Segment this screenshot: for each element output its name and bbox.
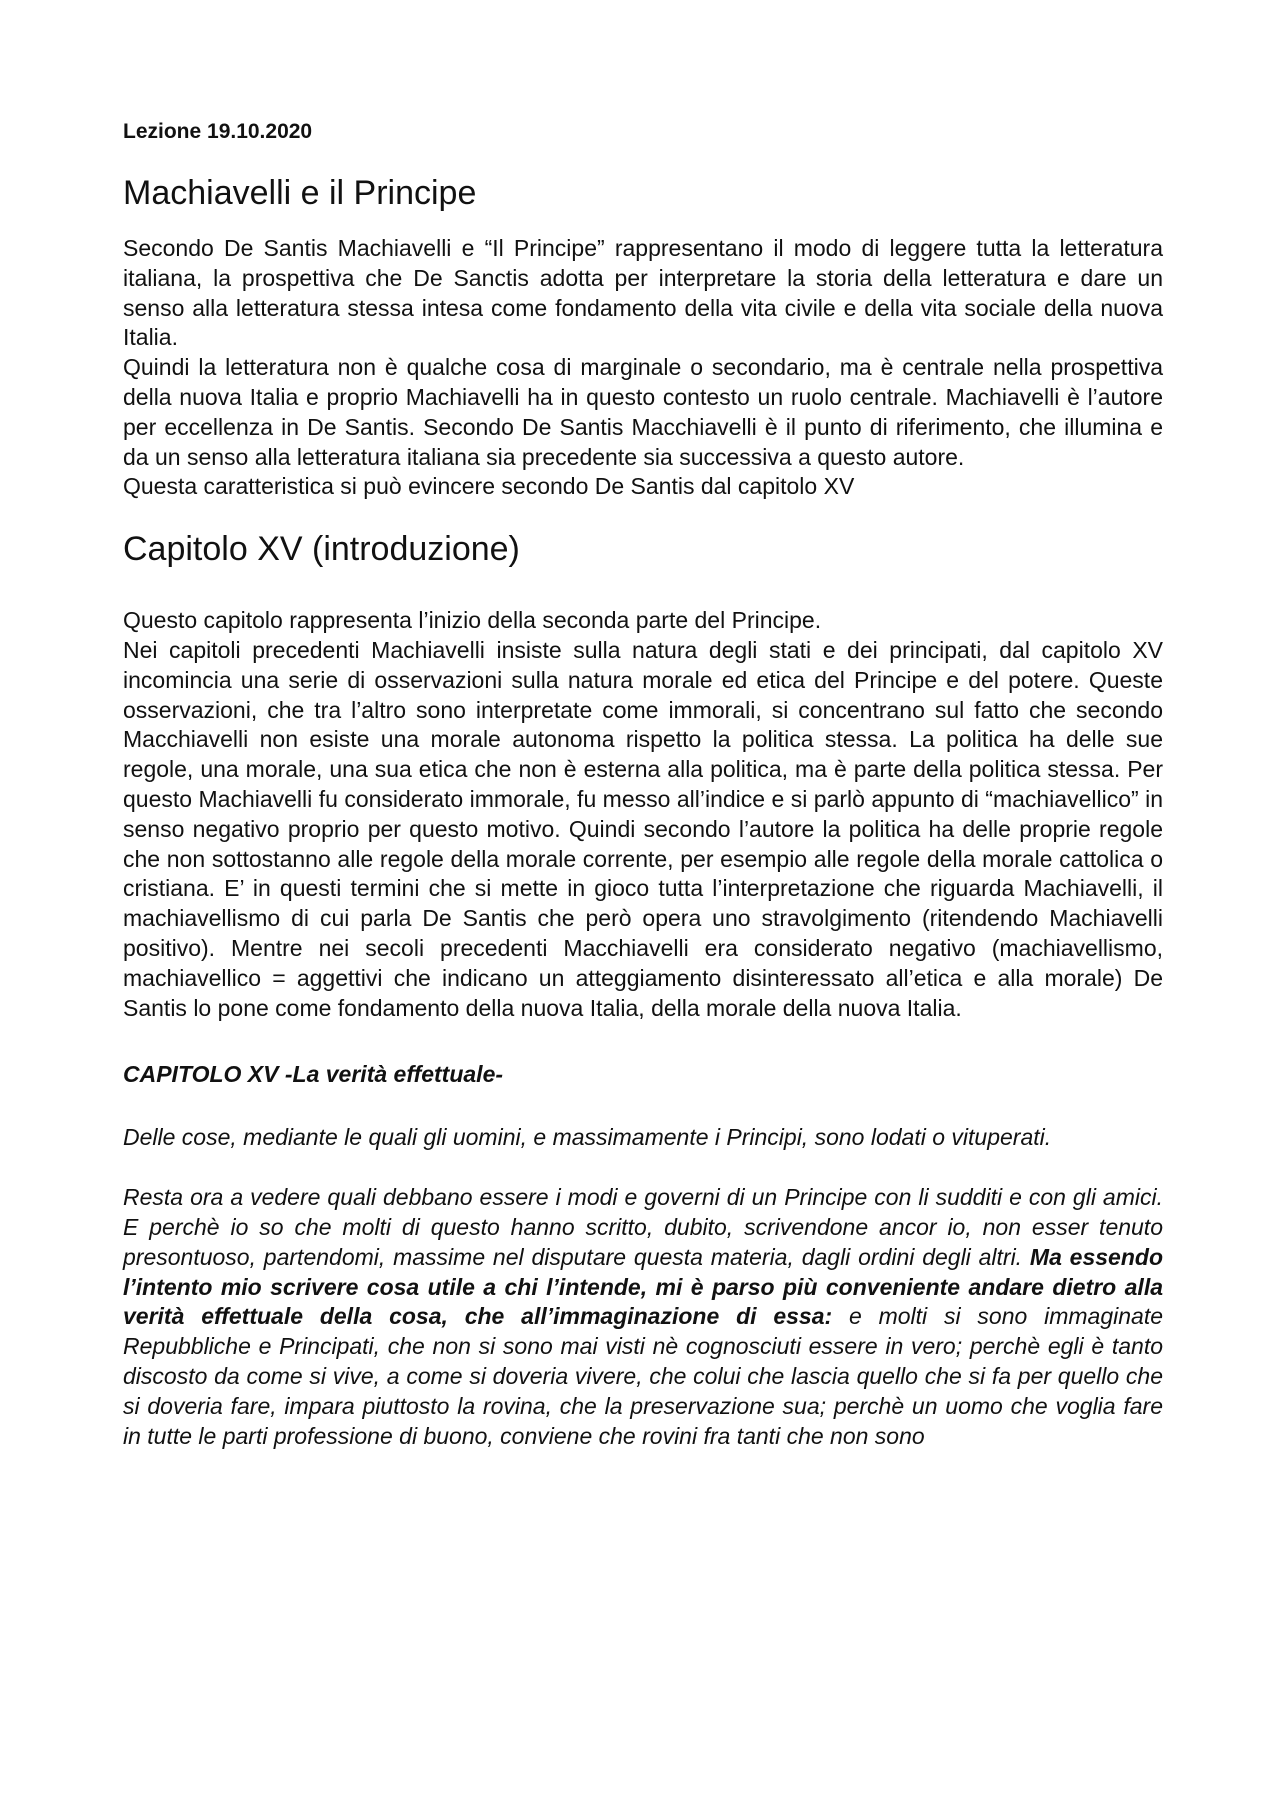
section-title-capitolo-xv: Capitolo XV (introduzione) xyxy=(123,530,520,569)
chapter-text-bold: Ma essendo l’intento mio scrivere cosa utile a chi l’intende, mi è parso più conveniente andare dietro alla verità effettuale della cosa, che all’immaginazione di essa: xyxy=(123,1243,1163,1330)
chapter-subtitle: Delle cose, mediante le quali gli uomini, e massimamente i Principi, sono lodati o vituperati. xyxy=(123,1124,1052,1151)
section1-paragraph-1: Secondo De Santis Machiavelli e “Il Principe” rappresentano il modo di leggere tutta la letteratura italiana, la prospettiva che De Sanctis adotta per interpretare la storia della letteratura e dare un senso alla letteratura stessa intesa come fondamento della vita civile e della vita sociale della nuova Italia. xyxy=(123,235,1163,351)
section2-paragraph-2: Nei capitoli precedenti Machiavelli insiste sulla natura degli stati e dei principati, dal capitolo XV incomincia una serie di osservazioni sulla natura morale ed etica del Principe e del potere. Queste osservazioni, che tra l’altro sono interpretate come immorali, si concentrano sul fatto che secondo Macchiavelli non esiste una morale autonoma rispetto la politica stessa. La politica ha delle sue regole, una morale, una sua etica che non è esterna alla politica, ma è parte della politica stessa. Per questo Machiavelli fu considerato immorale, fu messo all’indice e si parlò appunto di “machiavellico” in senso negativo proprio per questo motivo. Quindi secondo l’autore la politica ha delle proprie regole che non sottostanno alle regole della morale corrente, per esempio alle regole della morale cattolica o cristiana. E’ in questi termini che si mette in gioco tutta l’interpretazione che riguarda Machiavelli, il machiavellismo di cui parla De Santis che però opera uno stravolgimento (ritendendo Machiavelli positivo). Mentre nei secoli precedenti Macchiavelli era considerato negativo (machiavellismo, machiavellico = aggettivi che indicano un atteggiamento disinteressato all’etica e alla morale) De Santis lo pone come fondamento della nuova Italia, della morale della nuova Italia. xyxy=(123,636,1163,1021)
lesson-date: Lezione 19.10.2020 xyxy=(123,120,313,143)
section1-paragraph-3: Questa caratteristica si può evincere secondo De Santis dal capitolo XV xyxy=(123,473,855,500)
chapter-text-part1: Resta ora a vedere quali debbano essere i modi e governi di un Principe con li sudditi e con gli amici. E perchè io so che molti di questo hanno scritto, dubito, scrivendone ancor io, non esser tenuto presontuoso, partendomi, massime nel disputare questa materia, dagli ordini degli altri. xyxy=(123,1184,1163,1270)
section-title-machiavelli: Machiavelli e il Principe xyxy=(123,174,477,212)
chapter-heading: CAPITOLO XV -La verità effettuale- xyxy=(123,1061,504,1088)
section2-paragraph-1: Questo capitolo rappresenta l’inizio della seconda parte del Principe. xyxy=(123,607,822,634)
chapter-text-part2: e molti si sono immaginate Repubbliche e Principati, che non si sono mai visti nè cognosciuti essere in vero; perchè egli è tanto discosto da come si vive, a come si doveria vivere, che colui che lascia quello che si fa per quello che si doveria fare, impara piuttosto la rovina, che la preservazione sua; perchè un uomo che voglia fare in tutte le parti professione di buono, conviene che rovini fra tanti che non sono xyxy=(123,1303,1163,1449)
document-content xyxy=(123,118,1163,1451)
section1-paragraph-2: Quindi la letteratura non è qualche cosa di marginale o secondario, ma è centrale nella prospettiva della nuova Italia e proprio Machiavelli ha in questo contesto un ruolo centrale. Machiavelli è l’autore per eccellenza in De Santis. Secondo De Santis Macchiavelli è il punto di riferimento, che illumina e da un senso alla letteratura italiana sia precedente sia successiva a questo autore. xyxy=(123,354,1163,470)
chapter-text xyxy=(123,1183,1163,1451)
